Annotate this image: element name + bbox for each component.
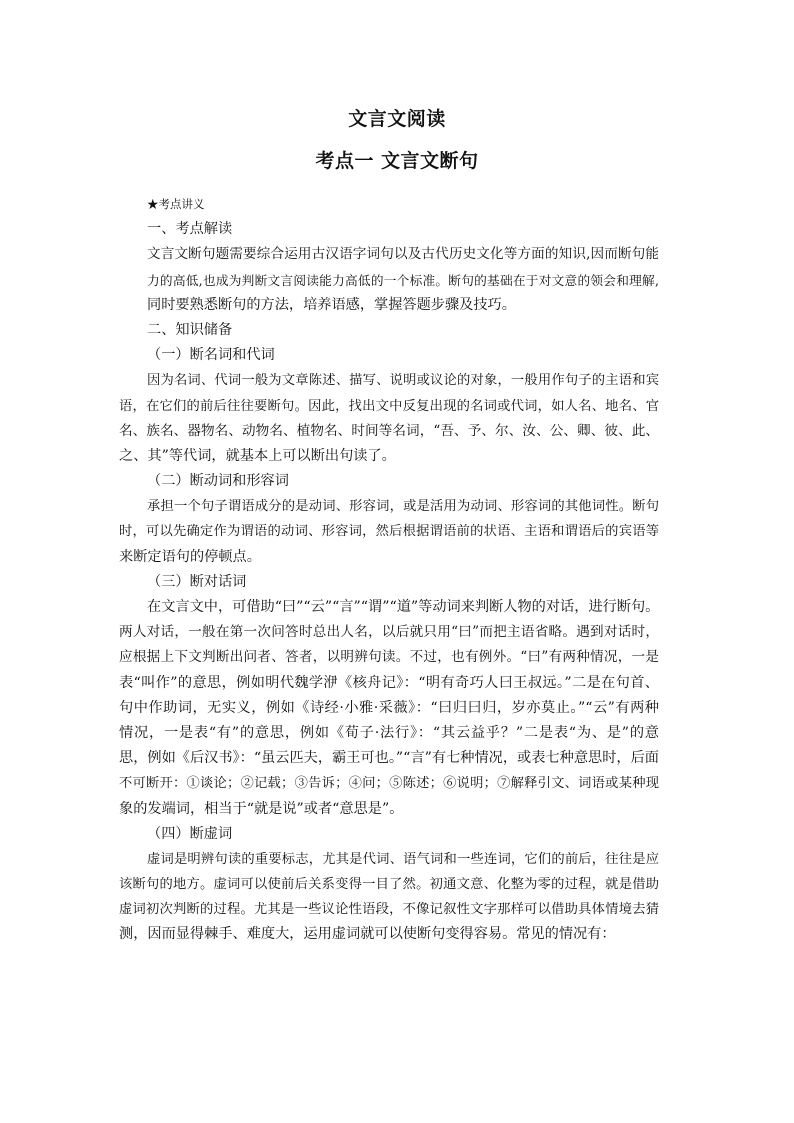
text-line: 语，在它们的前后往往要断句。因此，找出文中反复出现的名词或代词，如人名、地名、官: [119, 398, 659, 414]
page-subtitle: 考点一 文言文断句: [315, 150, 479, 172]
text-line: 不可断开：①谈论；②记载；③告诉；④问；⑤陈述；⑥说明；⑦解释引文、词语或某种现: [119, 776, 659, 792]
text-line: ★考点讲义: [147, 197, 205, 211]
text-line: 思，例如《后汉书》：“虽云匹夫，霸王可也。”“言”有七种情况，或表七种意思时，后面: [119, 750, 659, 767]
text-line: 情况，一是表“有”的意思，例如《荀子·法行》：“其云益乎？”二是表“为、是”的意: [119, 724, 659, 741]
text-line: 象的发端词，相当于“就是说”或者“意思是”。: [119, 800, 404, 817]
text-line: 力的高低,也成为判断文言阅读能力高低的一个标准。断句的基础在于对文意的领会和理解,: [147, 272, 659, 288]
text-line: 来断定语句的停顿点。: [119, 548, 261, 565]
text-line: 名、族名、器物名、动物名、植物名、时间等名词，“吾、予、尔、汝、公、卿、彼、此、: [119, 422, 659, 439]
text-line: 在文言文中，可借助“曰”“云”“言”“谓”“道”等动词来判断人物的对话，进行断句。: [147, 599, 660, 615]
text-line: 之、其”等代词，就基本上可以断出句读了。: [119, 447, 396, 464]
text-line: 时，可以先确定作为谓语的动词、形容词，然后根据谓语前的状语、主语和谓语后的宾语等: [119, 524, 659, 540]
text-line: 文言文断句题需要综合运用古汉语字词句以及古代历史文化等方面的知识,因而断句能: [147, 246, 659, 263]
text-line: 因为名词、代词一般为文章陈述、描写、说明或议论的对象，一般用作句子的主语和宾: [147, 373, 659, 389]
document-body: [119, 192, 660, 948]
text-line: 句中作助词，无实义，例如《诗经·小雅·采薇》：“曰归曰归，岁亦莫止。”“云”有两种: [119, 699, 659, 716]
text-line: （二）断动词和形容词: [147, 473, 289, 490]
text-line: 虚词初次判断的过程。尤其是一些议论性语段，不像记叙性文字那样可以借助具体情境去猜: [119, 902, 659, 918]
page-title: 文言文阅读: [348, 108, 446, 130]
text-line: （一）断名词和代词: [147, 347, 275, 364]
text-line: 该断句的地方。虚词可以使前后关系变得一目了然。初通文意、化整为零的过程，就是借助: [119, 877, 659, 893]
text-line: 一、考点解读: [147, 221, 233, 238]
text-line: 测，因而显得棘手、难度大，运用虚词就可以使断句变得容易。常见的情况有：: [119, 926, 616, 943]
text-line: （三）断对话词: [147, 573, 247, 590]
text-line: 表“叫作”的意思，例如明代魏学洢《核舟记》：“明有奇巧人曰王叔远。”二是在句首、: [119, 674, 659, 691]
text-line: 应根据上下文判断出问者、答者，以明辨句读。不过，也有例外。“曰”有两种情况，一是: [119, 649, 659, 666]
text-line: 同时要熟悉断句的方法，培养语感，掌握答题步骤及技巧。: [147, 296, 516, 313]
text-line: 虚词是明辨句读的重要标志，尤其是代词、语气词和一些连词，它们的前后，往往是应: [147, 851, 659, 867]
text-line: 承担一个句子谓语成分的是动词、形容词，或是活用为动词、形容词的其他词性。断句: [147, 499, 659, 515]
text-line: （四）断虚词: [147, 825, 233, 842]
text-line: 两人对话，一般在第一次问答时总出人名，以后就只用“曰”而把主语省略。遇到对话时，: [119, 624, 659, 641]
text-line: 二、知识储备: [147, 321, 233, 338]
